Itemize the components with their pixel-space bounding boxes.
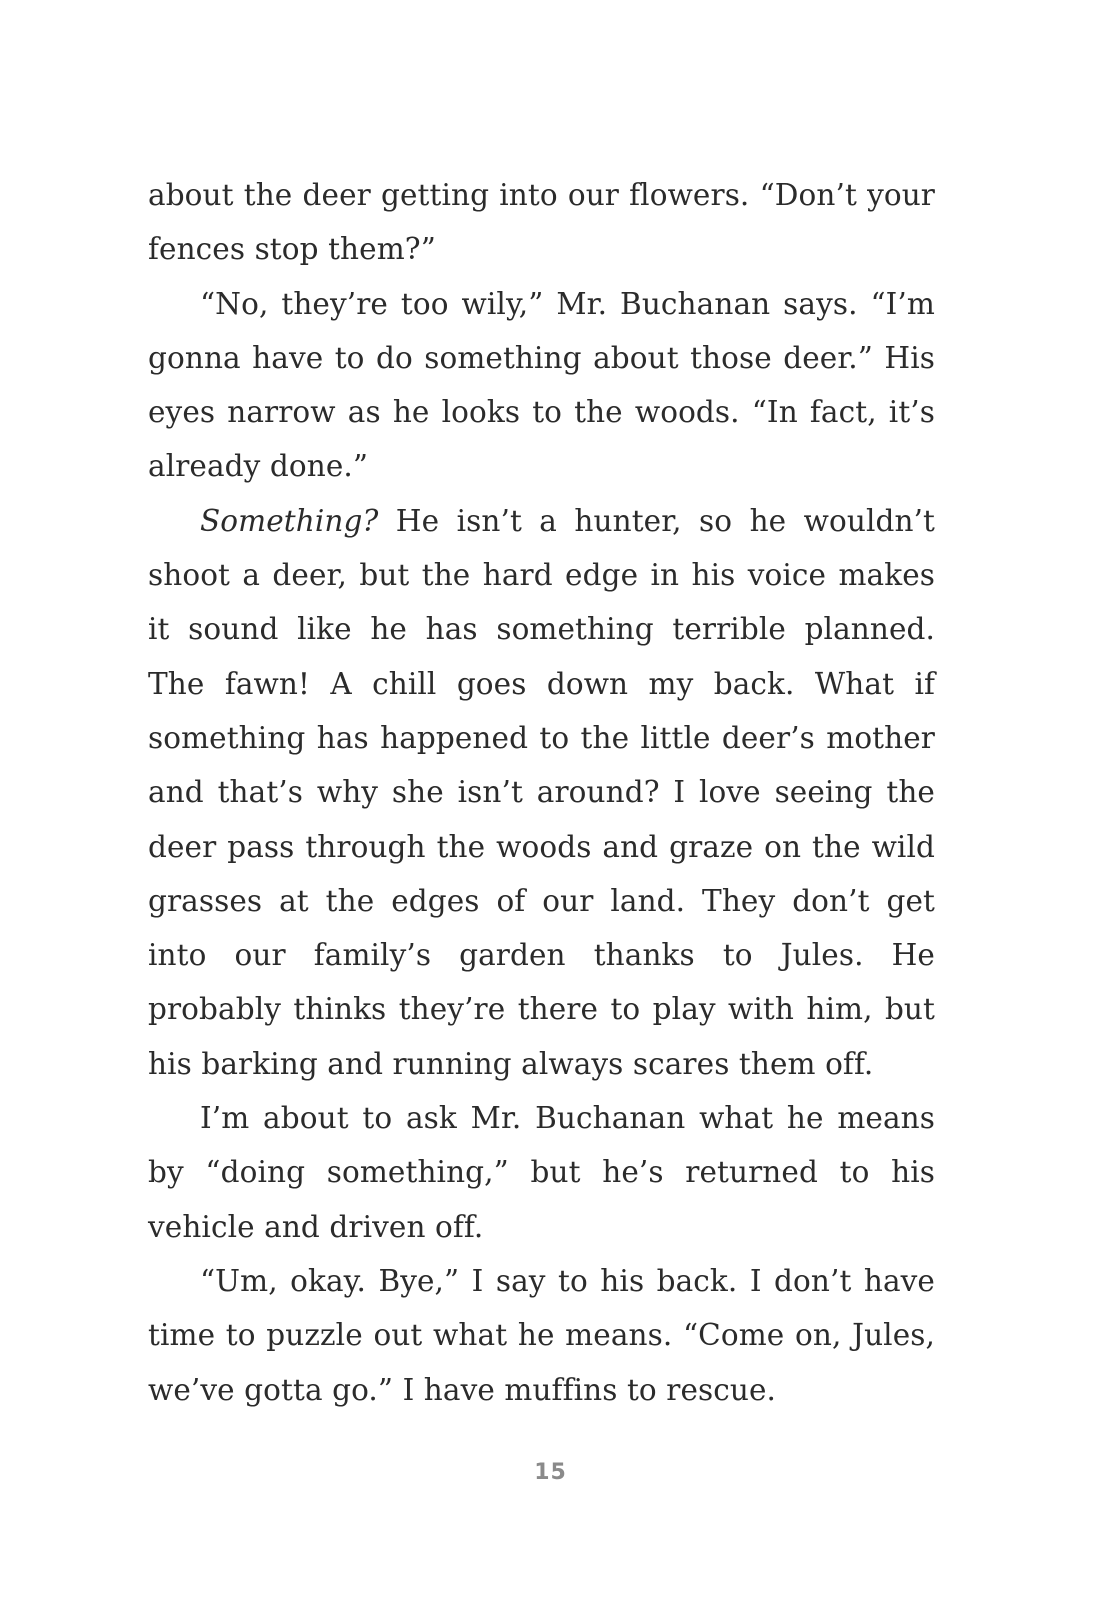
paragraph: “Um, okay. Bye,” I say to his back. I don’t have time to puzzle out what he means. “Come on, Jules, we’ve gotta go.” I have muffins to rescue. bbox=[148, 1263, 935, 1407]
italic-emphasis: Something? bbox=[200, 503, 379, 538]
body-text bbox=[148, 168, 935, 1417]
paragraph: Something? He isn’t a hunter, so he wouldn’t shoot a deer, but the hard edge in his voice makes it sound like he has something terrible planned. The fawn! A chill goes down my back. What if something has happened to the little deer’s mother and that’s why she isn’t around? I love seeing the deer pass through the woods and graze on the wild grasses at the edges of our land. They don’t get into our family’s garden thanks to Jules. He probably thinks they’re there to play with him, but his barking and running always scares them off. bbox=[148, 503, 935, 1081]
paragraph: “No, they’re too wily,” Mr. Buchanan says. “I’m gonna have to do something about those deer.” His eyes narrow as he looks to the woods. “In fact, it’s already done.” bbox=[148, 286, 935, 484]
paragraph-continued: about the deer getting into our flowers. “Don’t your fences stop them?” bbox=[148, 178, 935, 267]
page-number: 15 bbox=[534, 1460, 567, 1485]
paragraph: I’m about to ask Mr. Buchanan what he means by “doing something,” but he’s returned to his vehicle and driven off. bbox=[148, 1101, 935, 1244]
